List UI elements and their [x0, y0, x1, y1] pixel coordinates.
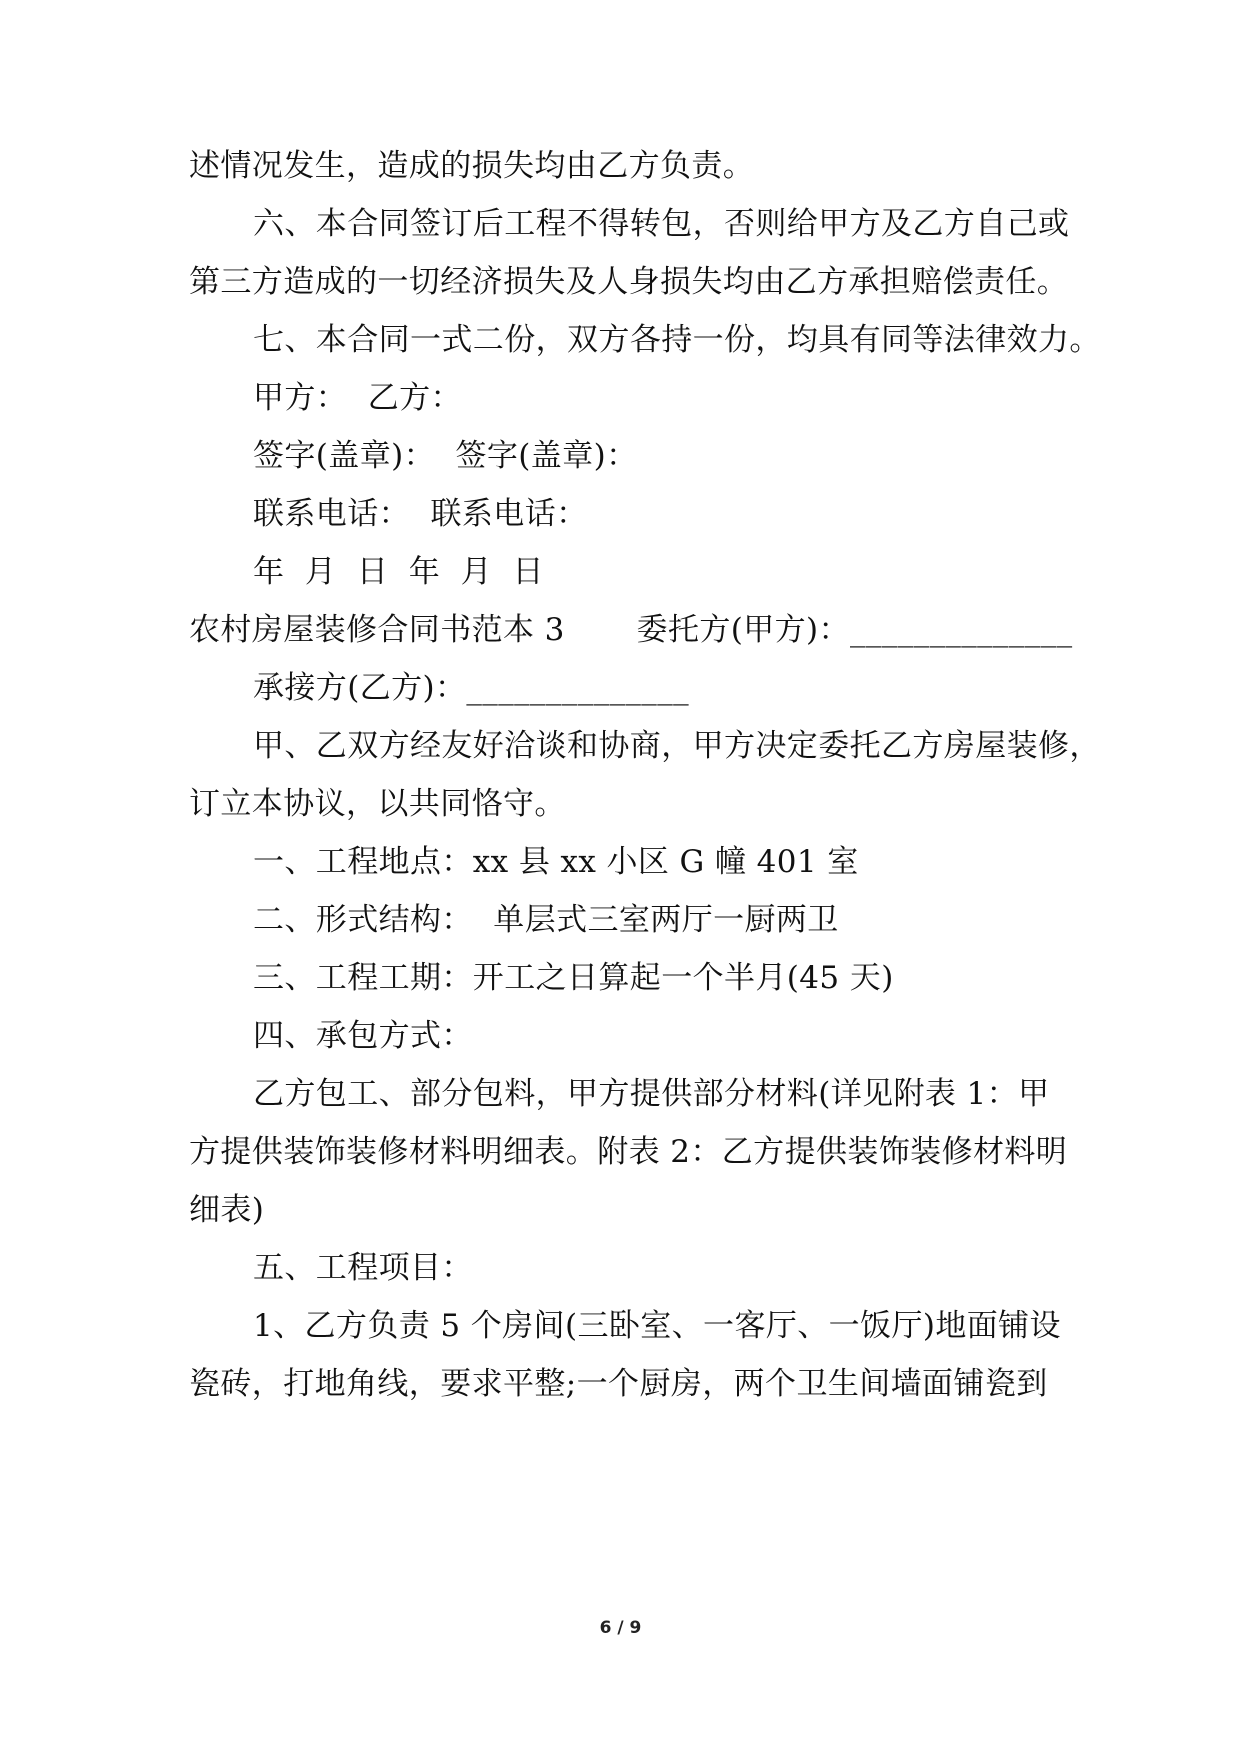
text-line: 一、工程地点：xx 县 xx 小区 G 幢 401 室 — [253, 844, 859, 880]
text-line: 1、乙方负责 5 个房间(三卧室、一客厅、一饭厅)地面铺设 — [253, 1308, 1061, 1344]
text-line: 乙方包工、部分包料，甲方提供部分材料(详见附表 1：甲 — [253, 1076, 1050, 1112]
text-line: 二、形式结构： 单层式三室两厅一厨两卫 — [253, 902, 839, 938]
text-line: 三、工程工期：开工之日算起一个半月(45 天) — [253, 960, 894, 996]
text-line: 五、工程项目： — [253, 1250, 473, 1286]
text-line: 细表) — [189, 1192, 265, 1228]
page-number: 6 / 9 — [599, 1618, 642, 1638]
text-line: 年 月 日 年 月 日 — [253, 554, 544, 590]
text-line: 六、本合同签订后工程不得转包，否则给甲方及乙方自己或 — [253, 206, 1070, 242]
text-line: 签字(盖章)： 签字(盖章)： — [253, 438, 638, 474]
text-line: 甲、乙双方经友好洽谈和协商，甲方决定委托乙方房屋装修， — [253, 728, 1101, 764]
text-line: 方提供装饰装修材料明细表。附表 2：乙方提供装饰装修材料明 — [189, 1134, 1068, 1170]
text-line: 第三方造成的一切经济损失及人身损失均由乙方承担赔偿责任。 — [189, 264, 1069, 300]
text-line: 瓷砖，打地角线，要求平整;一个厨房，两个卫生间墙面铺瓷到 — [189, 1366, 1048, 1402]
text-line: 农村房屋装修合同书范本 3 委托方(甲方)：______________ — [189, 612, 1073, 648]
text-line: 述情况发生，造成的损失均由乙方负责。 — [189, 148, 755, 184]
text-line: 甲方： 乙方： — [253, 380, 462, 416]
text-line: 七、本合同一式二份，双方各持一份，均具有同等法律效力。 — [253, 322, 1101, 358]
text-line: 联系电话： 联系电话： — [253, 496, 588, 532]
text-line: 订立本协议，以共同恪守。 — [189, 786, 566, 822]
text-line: 四、承包方式： — [253, 1018, 473, 1054]
text-line: 承接方(乙方)：______________ — [253, 670, 689, 706]
